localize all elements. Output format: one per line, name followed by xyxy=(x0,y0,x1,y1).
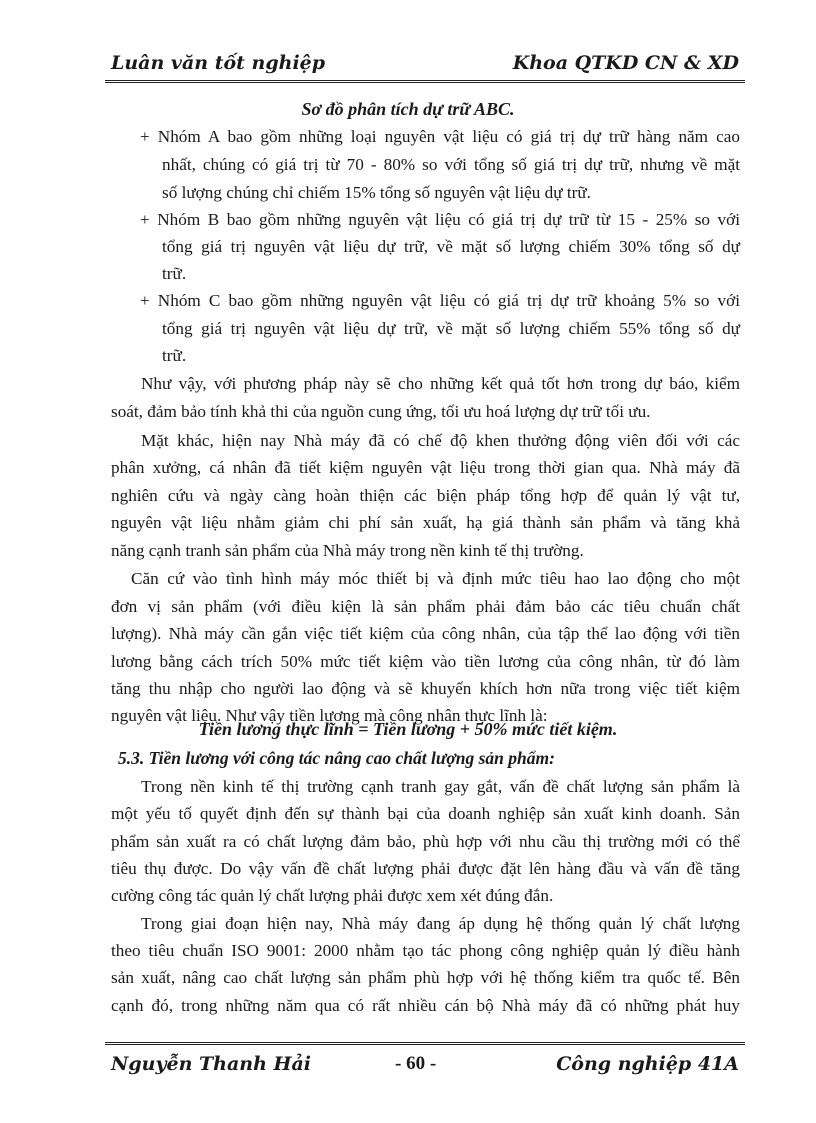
text-line: một yếu tố quyết định đến sự thành bại của doanh nghiệp sản xuất kinh doanh. Sản xyxy=(111,804,740,823)
footer-page-number: - 60 - xyxy=(395,1053,437,1074)
text-line: sản xuất, nâng cao chất lượng sản phẩm phù hợp với hệ thống kiểm tra quốc tế. Bên xyxy=(111,968,740,987)
text-line: Mặt khác, hiện nay Nhà máy đã có chế độ khen thưởng động viên đối với các xyxy=(141,431,740,450)
text-line: Căn cứ vào tình hình máy móc thiết bị và định mức tiêu hao lao động cho một xyxy=(131,569,740,588)
text-line: nhất, chúng có giá trị từ 70 - 80% so với tổng số giá trị dự trữ, nhưng về mặt xyxy=(162,155,740,174)
footer-class: Công nghiệp 41A xyxy=(556,1053,739,1075)
text-line: lượng). Nhà máy cần gắn việc tiết kiệm của công nhân, của tập thể lao động với tiền xyxy=(111,624,740,643)
text-line: số lượng chúng chỉ chiếm 15% tổng số nguyên vật liệu dự trữ. xyxy=(162,183,591,202)
text-line: tổng giá trị nguyên vật liệu dự trữ, về mặt số lượng chiếm 30% tổng số dự xyxy=(162,237,740,256)
text-line: tổng giá trị nguyên vật liệu dự trữ, về mặt số lượng chiếm 55% tổng số dự xyxy=(162,319,740,338)
text-line: tiêu thụ được. Do vậy vấn đề chất lượng phải được đặt lên hàng đầu và vấn đề tăng xyxy=(111,859,740,878)
text-line: Trong nền kinh tế thị trường cạnh tranh gay gắt, vấn đề chất lượng sản phẩm là xyxy=(141,777,740,796)
page-header xyxy=(105,50,745,83)
text-line: trữ. xyxy=(162,264,187,283)
text-line: + Nhóm B bao gồm những nguyên vật liệu có giá trị dự trữ từ 15 - 25% so với xyxy=(140,210,740,229)
diagram-title: Sơ đồ phân tích dự trữ ABC. xyxy=(301,99,515,119)
text-line: nguyên vật liệu nhằm giảm chi phí sản xuất, hạ giá thành sản phẩm và tăng khả xyxy=(111,513,740,532)
text-line: phân xưởng, cá nhân đã tiết kiệm nguyên vật liệu trong thời gian qua. Nhà máy đã xyxy=(111,458,740,477)
text-line: Như vậy, với phương pháp này sẽ cho những kết quả tốt hơn trong dự báo, kiểm xyxy=(141,374,740,393)
text-line: trữ. xyxy=(162,346,187,365)
footer-author: Nguyễn Thanh Hải xyxy=(111,1053,312,1075)
text-line: tăng thu nhập cho người lao động và sẽ khuyến khích hơn nữa trong việc tiết kiệm xyxy=(111,679,740,698)
text-line: lương bằng cách trích 50% mức tiết kiệm vào tiền lương của công nhân, từ đó làm xyxy=(111,652,740,671)
text-line: + Nhóm A bao gồm những loại nguyên vật liệu có giá trị dự trữ hàng năm cao xyxy=(140,127,740,146)
text-line: đơn vị sản phẩm (với điều kiện là sản phẩm phải đảm bảo các tiêu chuẩn chất xyxy=(111,597,740,616)
text-line: năng cạnh tranh sản phẩm của Nhà máy trong nền kinh tế thị trường. xyxy=(111,541,584,560)
page-footer xyxy=(105,1042,745,1085)
header-thesis-label: Luân văn tốt nghiệp xyxy=(111,52,326,74)
text-line: + Nhóm C bao gồm những nguyên vật liệu có giá trị dự trữ khoảng 5% so với xyxy=(140,291,740,310)
section-heading: 5.3. Tiền lương với công tác nâng cao chất lượng sản phẩm: xyxy=(118,748,555,768)
salary-formula: Tiền lương thực lĩnh = Tiền lương + 50% mức tiết kiệm. xyxy=(198,719,618,739)
text-line: nguyên vật liệu. Như vậy tiền lương mà công nhân thực lĩnh là: xyxy=(111,706,548,725)
text-line: Trong giai đoạn hiện nay, Nhà máy đang áp dụng hệ thống quản lý chất lượng xyxy=(141,914,740,933)
text-line: nghiên cứu và ngày càng hoàn thiện các biện pháp tổng hợp để quản lý vật tư, xyxy=(111,486,740,505)
header-faculty-label: Khoa QTKD CN & XD xyxy=(512,52,739,74)
text-line: soát, đảm bảo tính khả thi của nguồn cung ứng, tối ưu hoá lượng dự trữ tối ưu. xyxy=(111,402,651,421)
text-line: phẩm sản xuất ra có chất lượng đảm bảo, phù hợp với nhu cầu thị trường mới có thể xyxy=(111,832,740,851)
text-line: theo tiêu chuẩn ISO 9001: 2000 nhằm tạo tác phong công nghiệp quản lý điều hành xyxy=(111,941,740,960)
text-line: cường công tác quản lý chất lượng phải được xem xét đúng đắn. xyxy=(111,886,554,905)
text-line: cạnh đó, trong những năm qua có rất nhiều cán bộ Nhà máy đã có những phát huy xyxy=(111,996,740,1015)
